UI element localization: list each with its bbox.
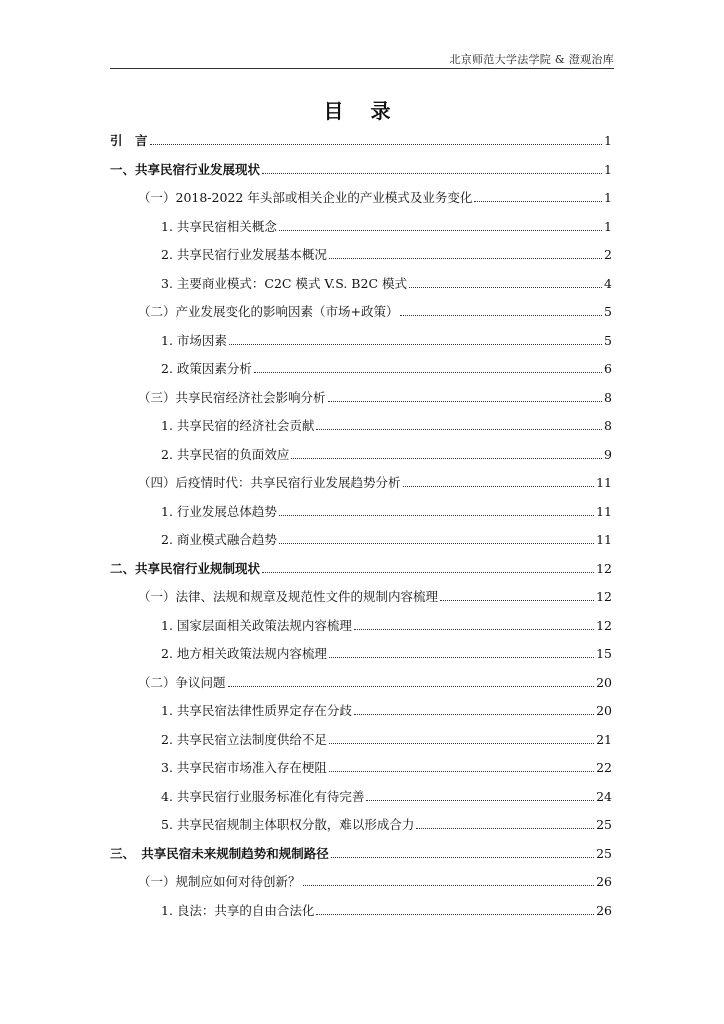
toc-page-number: 12 bbox=[596, 560, 612, 576]
toc-entry[interactable] bbox=[138, 388, 612, 408]
toc-entry-label: （四）后疫情时代：共享民宿行业发展趋势分析 bbox=[138, 475, 401, 490]
toc-entry[interactable] bbox=[161, 787, 612, 807]
toc-leader-dots bbox=[331, 844, 594, 858]
toc-leader-dots bbox=[279, 530, 594, 544]
toc-page-number: 5 bbox=[604, 332, 612, 348]
toc-page-number: 11 bbox=[596, 475, 612, 490]
header-rule bbox=[110, 68, 614, 69]
toc-entry-label: 5. 共享民宿规制主体职权分散，难以形成合力 bbox=[161, 817, 415, 832]
toc-leader-dots bbox=[262, 559, 594, 573]
toc-leader-dots bbox=[416, 815, 594, 829]
toc-leader-dots bbox=[316, 416, 602, 430]
toc-entry-label: 1. 共享民宿法律性质界定存在分歧 bbox=[161, 703, 352, 718]
toc-entry-label: （三）共享民宿经济社会影响分析 bbox=[138, 389, 326, 405]
toc-leader-dots bbox=[229, 331, 602, 345]
toc-entry[interactable] bbox=[161, 758, 612, 778]
toc-entry[interactable] bbox=[161, 530, 612, 550]
toc-entry[interactable] bbox=[138, 473, 612, 493]
toc-entry[interactable] bbox=[161, 616, 612, 636]
toc-entry-label: 2. 共享民宿行业发展基本概况 bbox=[161, 247, 327, 262]
toc-entry[interactable] bbox=[161, 730, 612, 750]
toc-leader-dots bbox=[228, 673, 595, 687]
toc-leader-dots bbox=[316, 901, 594, 915]
toc-entry[interactable] bbox=[161, 217, 612, 237]
page-header: 北京师范大学法学院 & 澄观治库 bbox=[449, 53, 614, 66]
toc-leader-dots bbox=[354, 701, 594, 715]
toc-entry[interactable] bbox=[161, 502, 612, 522]
toc-page-number: 26 bbox=[596, 874, 612, 889]
toc-page-number: 12 bbox=[596, 617, 612, 633]
toc-leader-dots bbox=[400, 302, 602, 316]
toc-leader-dots bbox=[366, 787, 594, 801]
toc-page-number: 1 bbox=[604, 190, 612, 205]
toc-leader-dots bbox=[329, 758, 594, 772]
toc-entry[interactable] bbox=[138, 302, 612, 322]
toc-page-number: 4 bbox=[604, 275, 612, 291]
toc-leader-dots bbox=[440, 587, 594, 601]
toc-entry-label: （二）争议问题 bbox=[138, 674, 226, 690]
toc-entry-label: （二）产业发展变化的影响因素（市场+政策） bbox=[138, 304, 399, 319]
toc-page-number: 5 bbox=[604, 304, 612, 319]
toc-page-number: 9 bbox=[604, 446, 612, 462]
toc-leader-dots bbox=[279, 217, 602, 231]
toc-page-number: 22 bbox=[596, 760, 612, 775]
toc-page-number: 20 bbox=[596, 703, 612, 718]
toc-entry-label: （一）规制应如何对待创新？ bbox=[138, 874, 301, 889]
toc-entry[interactable] bbox=[161, 901, 612, 921]
toc-leader-dots bbox=[150, 131, 602, 145]
toc-entry[interactable] bbox=[138, 188, 612, 208]
toc-entry[interactable] bbox=[161, 359, 612, 379]
toc-page-number: 15 bbox=[596, 646, 612, 661]
toc-leader-dots bbox=[354, 616, 594, 630]
toc-entry[interactable] bbox=[161, 274, 612, 294]
toc-entry-label: 1. 共享民宿的经济社会贡献 bbox=[161, 418, 315, 433]
toc-entry-label: 3. 共享民宿市场准入存在梗阻 bbox=[161, 760, 327, 775]
toc-entry[interactable] bbox=[138, 673, 612, 693]
page-title: 目 录 bbox=[323, 99, 401, 123]
toc-entry[interactable] bbox=[161, 331, 612, 351]
toc-entry-label: 1. 市场因素 bbox=[161, 332, 227, 348]
toc-page-number: 8 bbox=[604, 418, 612, 433]
toc-leader-dots bbox=[328, 388, 602, 402]
toc-leader-dots bbox=[329, 644, 594, 658]
toc-entry[interactable] bbox=[110, 559, 612, 579]
toc-entry[interactable] bbox=[161, 245, 612, 265]
toc-leader-dots bbox=[262, 160, 602, 174]
toc-page-number: 1 bbox=[604, 133, 612, 148]
toc-entry-label: 3. 主要商业模式：C2C 模式 V.S. B2C 模式 bbox=[161, 275, 407, 291]
toc-entry-label: 1. 共享民宿相关概念 bbox=[161, 218, 277, 234]
toc-page-number: 1 bbox=[604, 161, 612, 177]
toc-leader-dots bbox=[291, 445, 602, 459]
toc-page-number: 24 bbox=[596, 788, 612, 804]
toc-page-number: 11 bbox=[596, 532, 612, 547]
toc-entry-label: （一）2018-2022 年头部或相关企业的产业模式及业务变化 bbox=[138, 190, 473, 205]
toc-entry-label: 2. 地方相关政策法规内容梳理 bbox=[161, 646, 327, 661]
toc-entry-label: （一）法律、法规和规章及规范性文件的规制内容梳理 bbox=[138, 589, 439, 604]
toc-entry[interactable] bbox=[110, 844, 612, 864]
toc-entry-label: 4. 共享民宿行业服务标准化有待完善 bbox=[161, 788, 365, 804]
toc-entry-label: 1. 国家层面相关政策法规内容梳理 bbox=[161, 617, 352, 633]
toc-page-number: 25 bbox=[596, 845, 612, 861]
toc-page-number: 8 bbox=[604, 389, 612, 405]
toc-leader-dots bbox=[474, 188, 602, 202]
toc-page-number: 20 bbox=[596, 674, 612, 690]
toc-leader-dots bbox=[303, 872, 595, 886]
toc-entry-label: 引 言 bbox=[110, 133, 148, 148]
toc-leader-dots bbox=[254, 359, 602, 373]
toc-entry[interactable] bbox=[161, 644, 612, 664]
toc-entry[interactable] bbox=[161, 815, 612, 835]
toc-page-number: 21 bbox=[596, 731, 612, 747]
toc-page-number: 26 bbox=[596, 902, 612, 918]
toc-entry[interactable] bbox=[138, 872, 612, 892]
toc-entry[interactable] bbox=[161, 701, 612, 721]
toc-leader-dots bbox=[329, 245, 602, 259]
toc-entry-label: 2. 商业模式融合趋势 bbox=[161, 532, 277, 547]
toc-leader-dots bbox=[329, 730, 594, 744]
toc-page-number: 1 bbox=[604, 218, 612, 234]
toc-entry-label: 2. 政策因素分析 bbox=[161, 361, 252, 376]
toc-leader-dots bbox=[279, 502, 594, 516]
toc-leader-dots bbox=[409, 274, 602, 288]
toc-page-number: 6 bbox=[604, 361, 612, 376]
toc-page-number: 25 bbox=[596, 817, 612, 832]
toc-entry-label: 一、共享民宿行业发展现状 bbox=[110, 161, 261, 177]
toc-page-number: 2 bbox=[604, 247, 612, 262]
toc-entry-label: 2. 共享民宿的负面效应 bbox=[161, 446, 290, 462]
toc-entry-label: 三、 共享民宿未来规制趋势和规制路径 bbox=[110, 845, 329, 861]
toc-page-number: 11 bbox=[596, 503, 612, 519]
toc-entry[interactable] bbox=[161, 416, 612, 436]
toc-entry-label: 二、共享民宿行业规制现状 bbox=[110, 560, 261, 576]
toc-entry[interactable] bbox=[161, 445, 612, 465]
toc-entry-label: 1. 良法：共享的自由合法化 bbox=[161, 902, 315, 918]
toc-entry[interactable] bbox=[138, 587, 612, 607]
toc-page-number: 12 bbox=[596, 589, 612, 604]
toc-entry[interactable] bbox=[110, 160, 612, 180]
toc-entry[interactable] bbox=[110, 131, 612, 151]
toc-entry-label: 1. 行业发展总体趋势 bbox=[161, 503, 277, 519]
toc-leader-dots bbox=[403, 473, 595, 487]
toc-entry-label: 2. 共享民宿立法制度供给不足 bbox=[161, 731, 327, 747]
